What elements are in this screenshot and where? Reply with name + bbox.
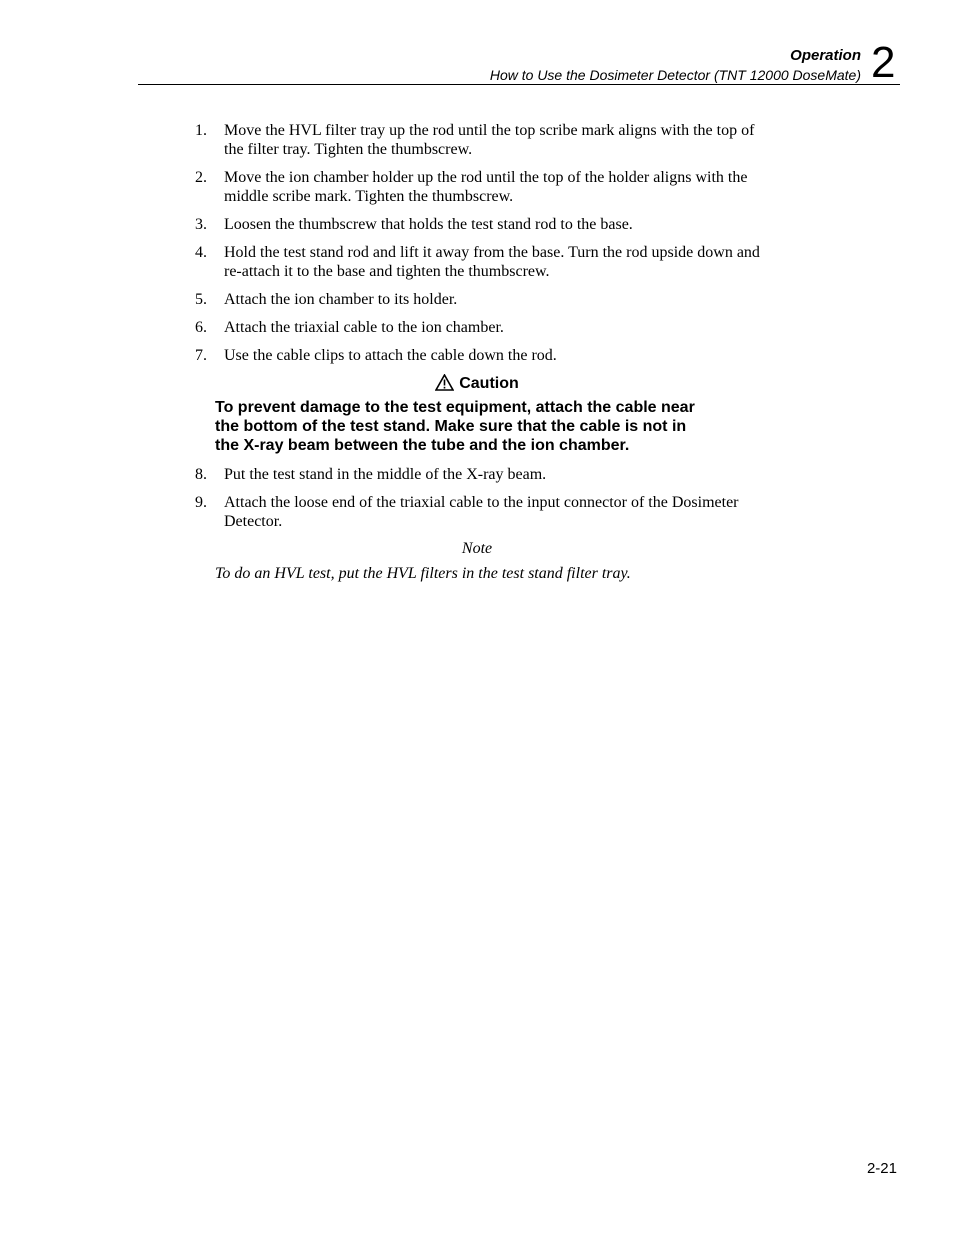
list-item-line: the filter tray. Tighten the thumbscrew. — [224, 141, 473, 158]
list-item-number: 2. — [195, 169, 207, 186]
note-heading: Note — [461, 540, 493, 557]
caution-line: To prevent damage to the test equipment, attach the cable near — [215, 399, 695, 416]
list-item-text — [224, 121, 814, 159]
list-item-text — [224, 243, 814, 281]
list-item-number: 6. — [195, 319, 207, 336]
list-item-number: 9. — [195, 494, 207, 511]
list-item-line: Hold the test stand rod and lift it away from the base. Turn the rod upside down and — [224, 244, 760, 261]
caution-heading — [0, 374, 954, 396]
list-item-number: 8. — [195, 466, 207, 483]
note-text: To do an HVL test, put the HVL filters in the test stand filter tray. — [215, 565, 631, 582]
list-item-text — [224, 290, 814, 309]
list-item-text — [224, 493, 814, 531]
header-divider — [138, 84, 900, 85]
list-item-text — [224, 465, 814, 484]
list-item-number: 7. — [195, 347, 207, 364]
caution-line: the bottom of the test stand. Make sure that the cable is not in — [215, 418, 687, 435]
list-item-line: Move the ion chamber holder up the rod until the top of the holder aligns with the — [224, 169, 748, 186]
caution-text — [215, 398, 775, 455]
header-subtitle: How to Use the Dosimeter Detector (TNT 12000 DoseMate) — [489, 67, 861, 83]
list-item-number: 3. — [195, 216, 207, 233]
list-item-line: Detector. — [224, 513, 283, 530]
list-item-line: middle scribe mark. Tighten the thumbscrew. — [224, 188, 514, 205]
page-header — [0, 0, 954, 90]
list-item-number: 4. — [195, 244, 207, 261]
list-item-text — [224, 215, 814, 234]
list-item-line: Move the HVL filter tray up the rod until the top scribe mark aligns with the top of — [224, 122, 755, 139]
chapter-number: 2 — [871, 38, 896, 87]
list-item-line: Use the cable clips to attach the cable down the rod. — [224, 347, 557, 364]
list-item-text — [224, 318, 814, 337]
list-item-line: re-attach it to the base and tighten the thumbscrew. — [224, 263, 550, 280]
list-item-number: 5. — [195, 291, 207, 308]
header-section-title: Operation — [790, 47, 861, 64]
page-number: 2-21 — [866, 1160, 897, 1177]
list-item-text — [224, 168, 814, 206]
list-item-line: Loosen the thumbscrew that holds the test stand rod to the base. — [224, 216, 633, 233]
list-item-line: Attach the ion chamber to its holder. — [224, 291, 458, 308]
list-item-line: Attach the loose end of the triaxial cable to the input connector of the Dosimeter — [224, 494, 739, 511]
list-item-line: Put the test stand in the middle of the X-ray beam. — [224, 466, 547, 483]
warning-triangle-icon — [435, 374, 454, 396]
caution-line: the X-ray beam between the tube and the ion chamber. — [215, 437, 630, 454]
list-item-line: Attach the triaxial cable to the ion chamber. — [224, 319, 504, 336]
list-item-text — [224, 346, 814, 365]
caution-title: Caution — [459, 375, 519, 392]
list-item-number: 1. — [195, 122, 207, 139]
